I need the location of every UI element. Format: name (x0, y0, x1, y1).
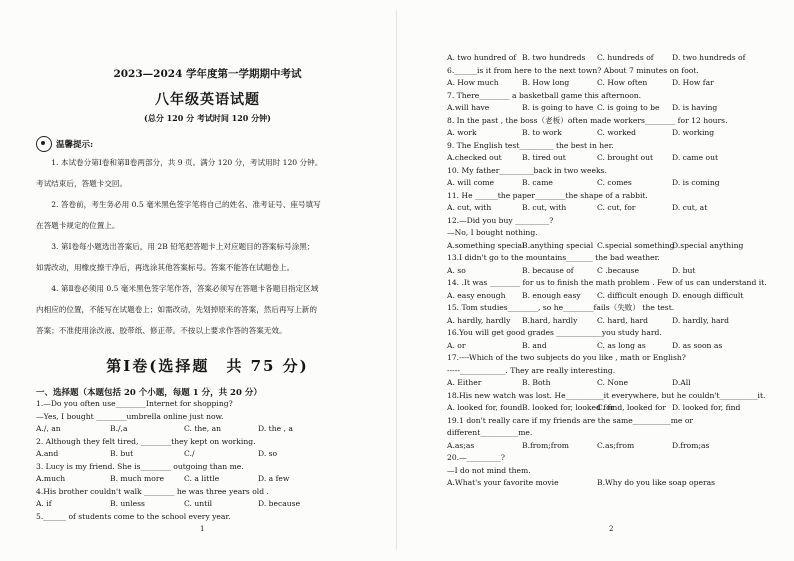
answer-option: C. comes (597, 178, 632, 187)
answer-option: A. Either (447, 378, 482, 387)
answer-option: D. a few (258, 474, 290, 483)
answer-options (447, 202, 764, 215)
answer-option: D. but (672, 265, 696, 275)
page-number: 2 (609, 525, 614, 533)
answer-options (36, 448, 379, 461)
answer-option: C. the, an (184, 424, 222, 433)
question-text: 9. The English test_________ the best in her. (447, 140, 614, 150)
answer-option: B.hard, hardly (522, 315, 578, 325)
answer-option: A.as;as (447, 440, 475, 450)
answer-option: D. came out (672, 153, 719, 162)
answer-options (447, 315, 764, 328)
question-text: 5.______ of students come to the school every year. (36, 511, 231, 521)
instruction-line: 3. 第Ⅰ卷每小题选出答案后，用 2B 铅笔把答题卡上对应题目的答案标号涂黑； (51, 242, 315, 251)
answer-options (36, 423, 379, 436)
answer-option: C. worked (597, 128, 637, 137)
answer-option: D. cut, at (672, 203, 708, 212)
answer-option: D. so (258, 449, 278, 458)
answer-options (447, 102, 764, 115)
volume-title: 第Ⅰ卷(选择题 共 75 分) (106, 357, 309, 375)
answer-option: C. brought out (597, 153, 654, 162)
answer-options (447, 152, 764, 165)
question-text: 11. He ______the paper________the shape of a rabbit. (447, 190, 648, 200)
answer-option: C. is going to be (597, 103, 660, 112)
answer-option: C .because (597, 265, 640, 275)
answer-option: A. looked for, found (447, 403, 523, 412)
answer-option: D. the , a (258, 424, 293, 433)
answer-option: A.checked out (447, 153, 502, 162)
answer-options (447, 177, 764, 190)
answer-option: C. cut, for (597, 203, 636, 212)
answer-options (447, 77, 764, 90)
question-list (447, 52, 767, 490)
answer-options (447, 240, 764, 253)
answer-option: D.All (672, 378, 691, 387)
answer-option: A. easy enough (447, 290, 506, 300)
answer-option: A. so (447, 265, 466, 275)
question-text: 20.—_________? (447, 453, 505, 462)
question-text: 6.______is it from here to the next town? About 7 minutes on foot. (447, 65, 699, 75)
answer-options (447, 127, 764, 140)
answer-option: B. much more (110, 474, 164, 483)
answer-option: A. or (447, 340, 466, 350)
score-info: (总分 120 分 考试时间 120 分钟) (144, 113, 271, 123)
question-text: 1.—Do you often use________Internet for shopping? (36, 399, 233, 408)
answer-option: C.special something (597, 240, 675, 250)
exam-year-title: 2023—2024 学年度第一学期期中考试 (113, 68, 302, 80)
answer-option: C.as;from (597, 440, 635, 450)
exam-title: 八年级英语试题 (155, 92, 260, 108)
answer-option: C. hundreds of (597, 53, 654, 62)
answer-option: C. find, looked for (597, 403, 666, 412)
answer-option: D.from;as (672, 440, 710, 450)
answer-option: A.and (36, 449, 59, 458)
question-text: 2. Although they felt tired, ________they kept on working. (36, 436, 256, 446)
answer-option: D. working (672, 128, 715, 137)
answer-option: B. two hundreds (522, 53, 586, 62)
answer-options (36, 473, 379, 486)
instruction-line: 考试结束后，答题卡交回。 (36, 179, 128, 188)
answer-option: D. looked for, find (672, 403, 741, 412)
instructions (36, 152, 379, 341)
instruction-line: 在答题卡规定的位置上。 (36, 221, 120, 230)
answer-option: B. and (522, 340, 547, 350)
answer-option: C. difficult enough (597, 290, 669, 300)
answer-option: D. two hundreds of (672, 53, 746, 62)
question-text: 19.1 don't really care if my friends are the same__________me or (447, 415, 694, 425)
answer-option: A./, an (36, 424, 61, 433)
question-text: 16.You will get good grades ____________you study hard. (447, 328, 662, 337)
answer-options (447, 477, 764, 490)
answer-option: A. work (447, 128, 477, 137)
answer-option: C. a little (184, 474, 220, 483)
answer-option: C. as long as (597, 340, 646, 350)
question-text: 3. Lucy is my friend. She is________ outgoing than me. (36, 461, 244, 471)
answer-option: B. to work (522, 128, 562, 137)
answer-options (447, 340, 764, 353)
answer-option: D. hardly, hard (672, 315, 730, 325)
answer-option: D.special anything (672, 240, 744, 250)
answer-option: D. is coming (672, 178, 720, 187)
answer-option: A.much (36, 474, 66, 483)
answer-option: B. but (110, 449, 134, 458)
page-number: 1 (200, 525, 205, 533)
question-text: 13.I didn't go to the mountains_______ the bad weather. (447, 253, 660, 262)
instruction-line: 4. 第Ⅱ卷必须用 0.5 毫米黑色签字笔作答，答案必须写在答题卡各题目指定区域 (51, 284, 319, 293)
tips-icon (36, 136, 52, 152)
answer-option: B. cut, with (522, 203, 567, 212)
answer-options (447, 290, 764, 303)
answer-option: A. if (36, 499, 52, 508)
instruction-line: 答案；不准使用涂改液、胶带纸、修正带。不按以上要求作答的答案无效。 (36, 326, 287, 335)
answer-option: A. How much (447, 78, 499, 87)
answer-option: B.from;from (522, 440, 569, 450)
answer-option: D. is having (672, 103, 718, 112)
answer-option: B.anything special (522, 240, 594, 250)
instruction-line: 如需改动，用橡皮擦干净后，再选涂其他答案标号。答案不能答在试题卷上。 (36, 263, 295, 272)
answer-options (447, 402, 764, 415)
question-text: 17.----Which of the two subjects do you like , math or English? (447, 353, 686, 362)
answer-option: D. as soon as (672, 340, 723, 350)
question-text: 8. In the past , the boss（老板）often made workers________ for 12 hours. (447, 115, 728, 125)
answer-option: A.something special (447, 240, 525, 250)
answer-options (447, 377, 764, 390)
answer-option: C. None (597, 378, 628, 387)
instruction-line: 2. 答卷前，考生务必用 0.5 毫米黑色签字笔将自己的姓名、准考证号、座号填写 (51, 200, 321, 209)
question-text: 12.—Did you buy _________? (447, 215, 554, 225)
question-text: —No, I bought nothing. (447, 228, 538, 237)
answer-option: B. came (522, 178, 553, 187)
answer-option: A. will come (447, 178, 495, 187)
answer-option: C. until (184, 499, 213, 508)
answer-option: A.will have (447, 103, 490, 112)
question-text: 10. My father_________back in two weeks. (447, 165, 607, 175)
answer-options (36, 498, 379, 511)
answer-option: B. looked for, looked for (522, 403, 615, 412)
answer-option: C./ (184, 449, 195, 458)
answer-option: B. unless (110, 499, 145, 508)
exam-page-2 (397, 0, 794, 561)
answer-option: D. because (258, 499, 301, 508)
answer-option: A.What's your favorite movie (447, 478, 559, 487)
answer-option: A. cut, with (447, 203, 492, 212)
answer-options (447, 52, 764, 65)
answer-option: A. hardly, hardly (447, 315, 511, 325)
tips-heading (36, 136, 379, 152)
tips-label: 温馨提示: (56, 140, 94, 150)
answer-option: B.Why do you like soap operas (597, 478, 716, 487)
question-text: 15. Tom studies________, so he________fails（失败） the test. (447, 303, 675, 312)
answer-option: B. How long (522, 78, 570, 87)
answer-option: B. is going to have (522, 103, 594, 112)
question-text: —Yes, I bought ________umbrella online just now. (36, 411, 224, 421)
instruction-line: 内相应的位置，不能写在试题卷上；如需改动，先划掉原来的答案，然后再写上新的 (36, 305, 317, 314)
answer-option: D. enough difficult (672, 290, 744, 300)
answer-option: B. enough easy (522, 290, 581, 300)
instruction-line: 1. 本试卷分第Ⅰ卷和第Ⅱ卷两部分，共 9 页。满分 120 分，考试用时 120 分钟。 (51, 158, 323, 167)
question-text: 7. There________ a basketball game this afternoon. (447, 90, 642, 100)
section-title: 一、选择题（本题包括 20 个小题，每题 1 分，共 20 分） (36, 388, 262, 398)
answer-option: B./,a (110, 424, 128, 433)
question-text: different__________me. (447, 428, 533, 437)
question-text: 4.His brother couldn't walk ________ he was three years old . (36, 486, 269, 496)
question-text: —I do not mind them. (447, 465, 531, 475)
answer-option: B. because of (522, 265, 574, 275)
question-text: 18.His new watch was lost. He__________it everywhere, but he couldn't__________it. (447, 390, 766, 400)
answer-option: C. How often (597, 78, 648, 87)
question-text: -----____________. They are really interesting. (447, 365, 616, 375)
question-list (36, 398, 379, 523)
question-text: 14. .It was ________ for us to finish the math problem . Few of us can understand it. (447, 278, 767, 287)
answer-option: D. How far (672, 78, 714, 87)
answer-option: C. hard, hard (597, 315, 649, 325)
answer-option: B. Both (522, 378, 551, 387)
answer-options (447, 440, 764, 453)
answer-option: B. tired out (522, 153, 566, 162)
answer-option: A. two hundred of (447, 53, 517, 62)
answer-options (447, 265, 764, 278)
